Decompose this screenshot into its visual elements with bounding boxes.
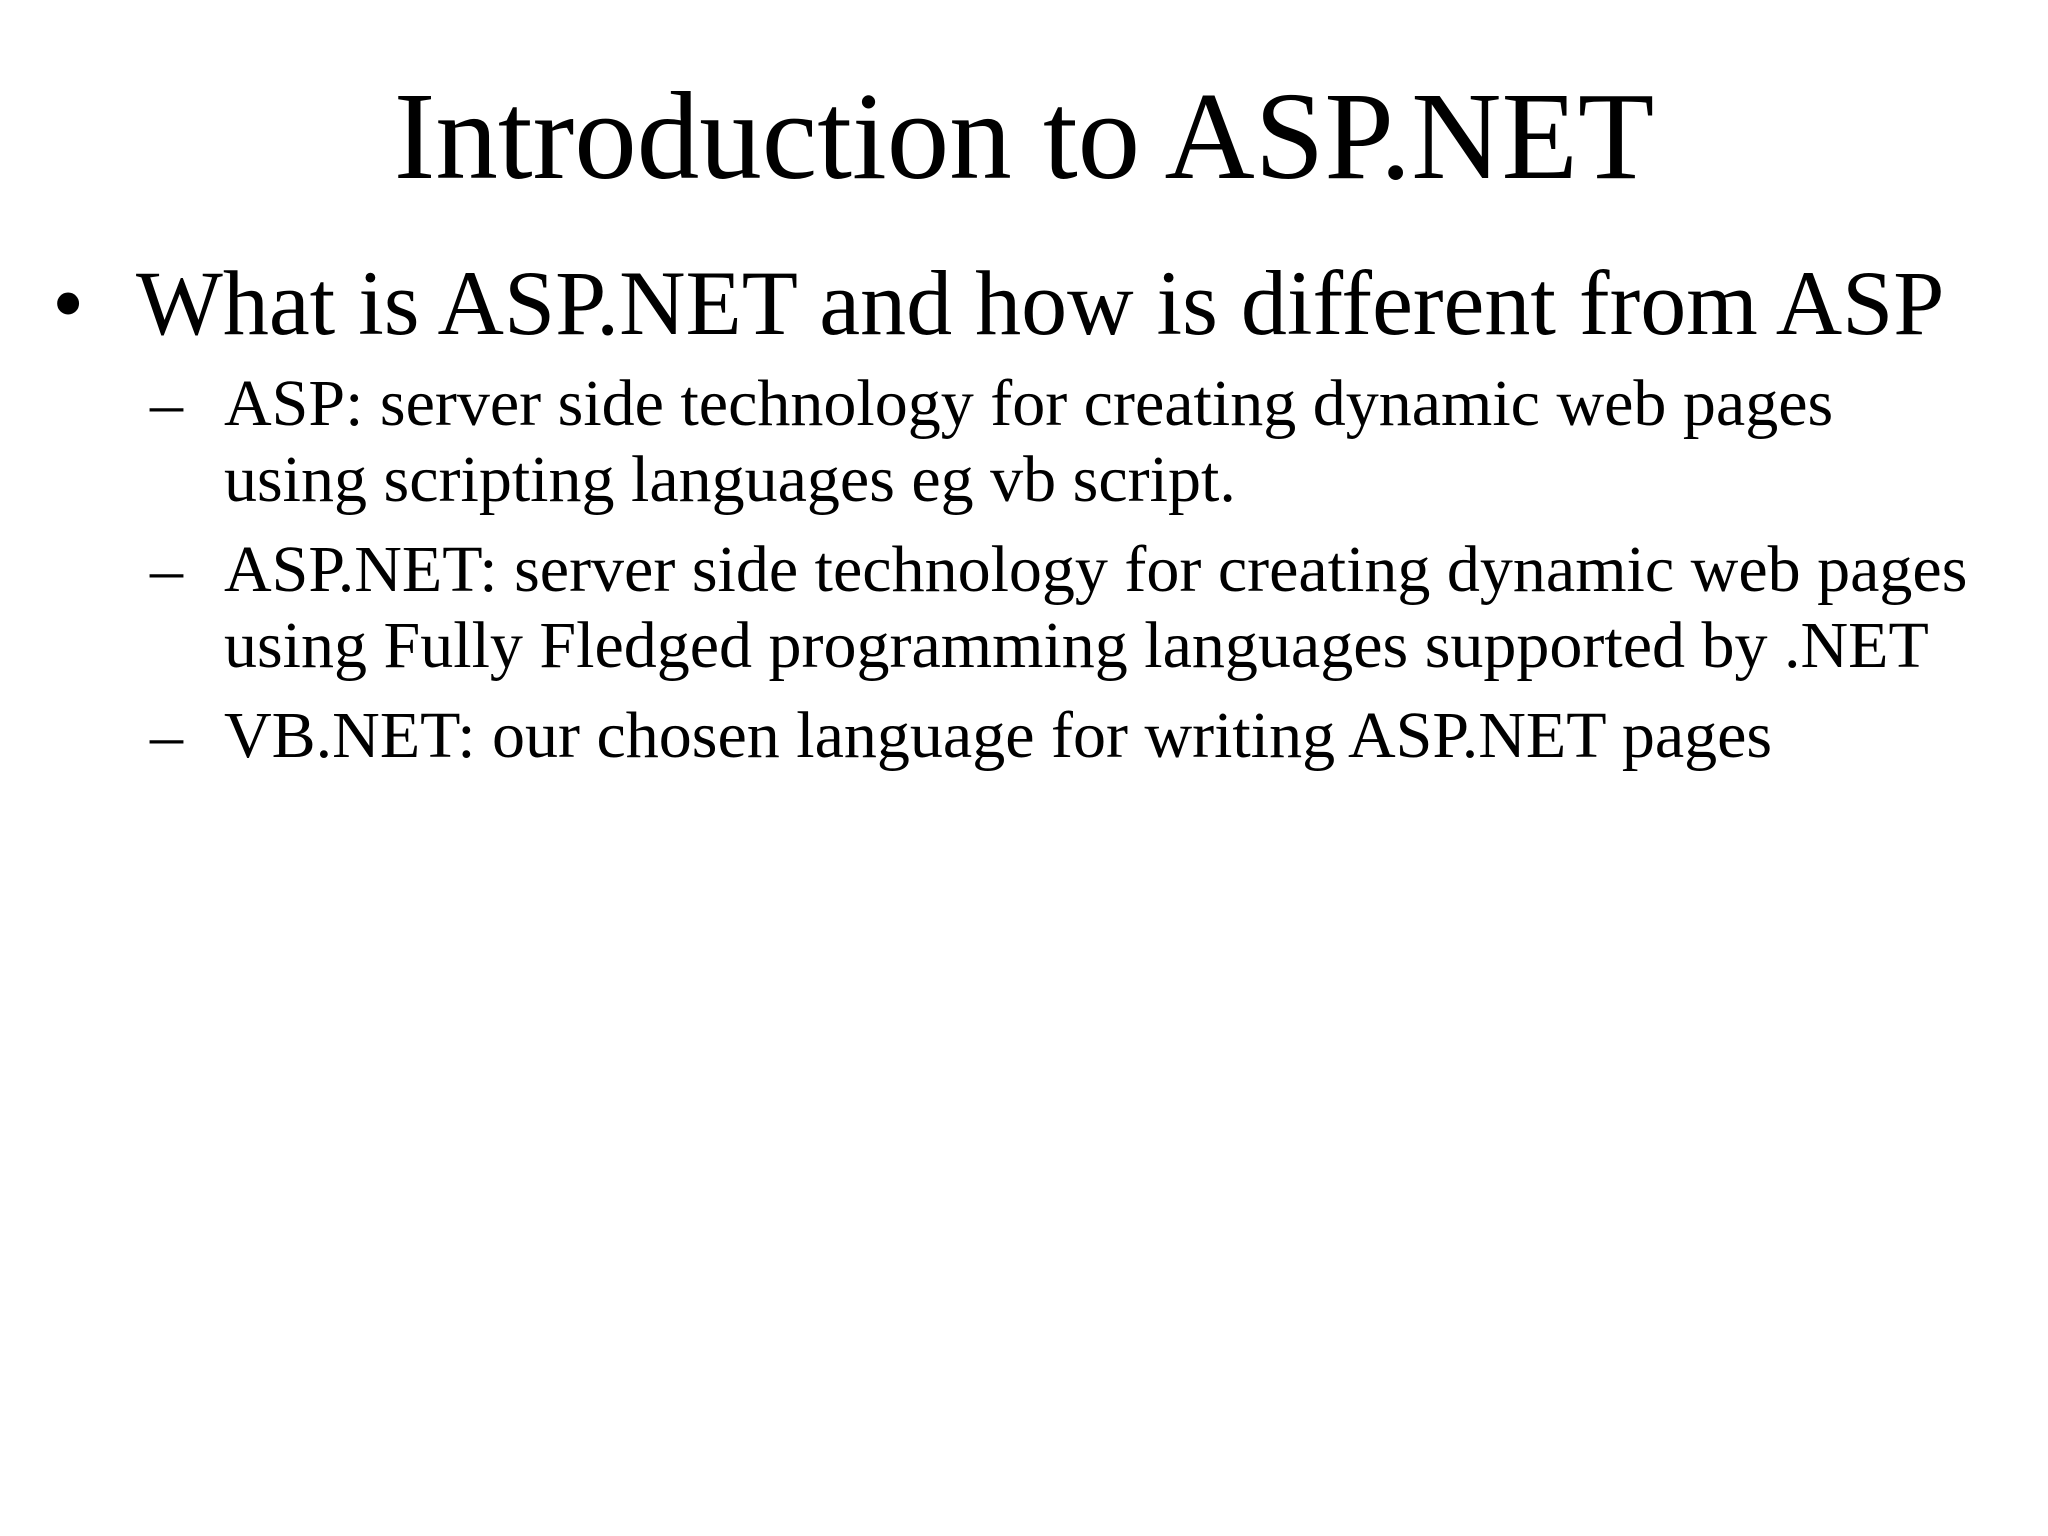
sub-bullet-line: using Fully Fledged programming languages supported by .NET (224, 609, 1929, 682)
main-bullet-text: What is ASP.NET and how is different from ASP (136, 252, 1945, 354)
sub-bullet-item (150, 532, 2040, 684)
dash-icon: – (150, 699, 183, 772)
dash-icon: – (150, 367, 183, 440)
sub-bullet-line: using scripting languages eg vb script. (224, 443, 1236, 516)
sub-bullet-item (150, 698, 2040, 774)
sub-bullet-line: ASP.NET: server side technology for creating dynamic web pages (224, 533, 1968, 606)
dash-icon: – (150, 533, 183, 606)
sub-bullet-line: ASP: server side technology for creating dynamic web pages (224, 367, 1834, 440)
sub-bullet-list (150, 366, 2040, 788)
slide-title: Introduction to ASP.NET (393, 68, 1655, 206)
sub-bullet-item (150, 366, 2040, 518)
sub-bullet-line: VB.NET: our chosen language for writing ASP.NET pages (224, 699, 1773, 772)
bullet-icon: • (52, 252, 85, 354)
